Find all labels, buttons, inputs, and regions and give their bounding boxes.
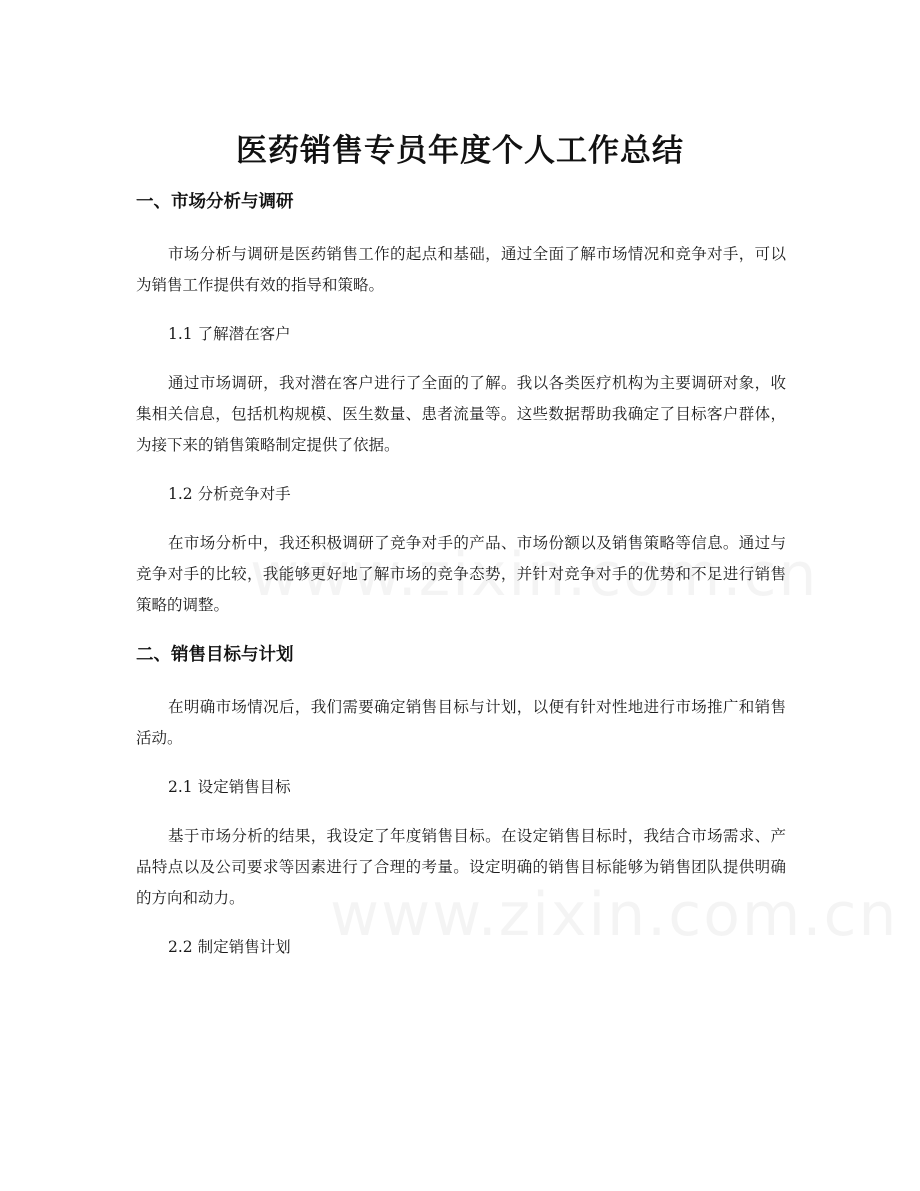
section-intro-paragraph: 市场分析与调研是医药销售工作的起点和基础，通过全面了解市场情况和竞争对手，可以为销售工作提供有效的指导和策略。: [136, 245, 786, 294]
subsection-paragraph: 通过市场调研，我对潜在客户进行了全面的了解。我以各类医疗机构为主要调研对象，收集相关信息，包括机构规模、医生数量、患者流量等。这些数据帮助我确定了目标客户群体，为接下来的销售策略制定提供了依据。: [136, 374, 786, 454]
subsection-heading: 2.1 设定销售目标: [168, 778, 291, 796]
subsection-heading: 2.2 制定销售计划: [168, 938, 291, 956]
section-intro-paragraph: 在明确市场情况后，我们需要确定销售目标与计划，以便有针对性地进行市场推广和销售活动。: [136, 698, 786, 747]
subsection-heading: 1.2 分析竞争对手: [168, 485, 291, 503]
section-heading: 一、市场分析与调研: [136, 192, 294, 212]
subsection-heading: 1.1 了解潜在客户: [168, 325, 291, 343]
section-heading: 二、销售目标与计划: [136, 645, 294, 665]
subsection-paragraph: 在市场分析中，我还积极调研了竞争对手的产品、市场份额以及销售策略等信息。通过与竞争对手的比较，我能够更好地了解市场的竞争态势，并针对竞争对手的优势和不足进行销售策略的调整。: [136, 534, 786, 614]
document-title: 医药销售专员年度个人工作总结: [236, 132, 684, 169]
document-body: [136, 186, 786, 981]
subsection-paragraph: 基于市场分析的结果，我设定了年度销售目标。在设定销售目标时，我结合市场需求、产品特点以及公司要求等因素进行了合理的考量。设定明确的销售目标能够为销售团队提供明确的方向和动力。: [136, 827, 786, 907]
